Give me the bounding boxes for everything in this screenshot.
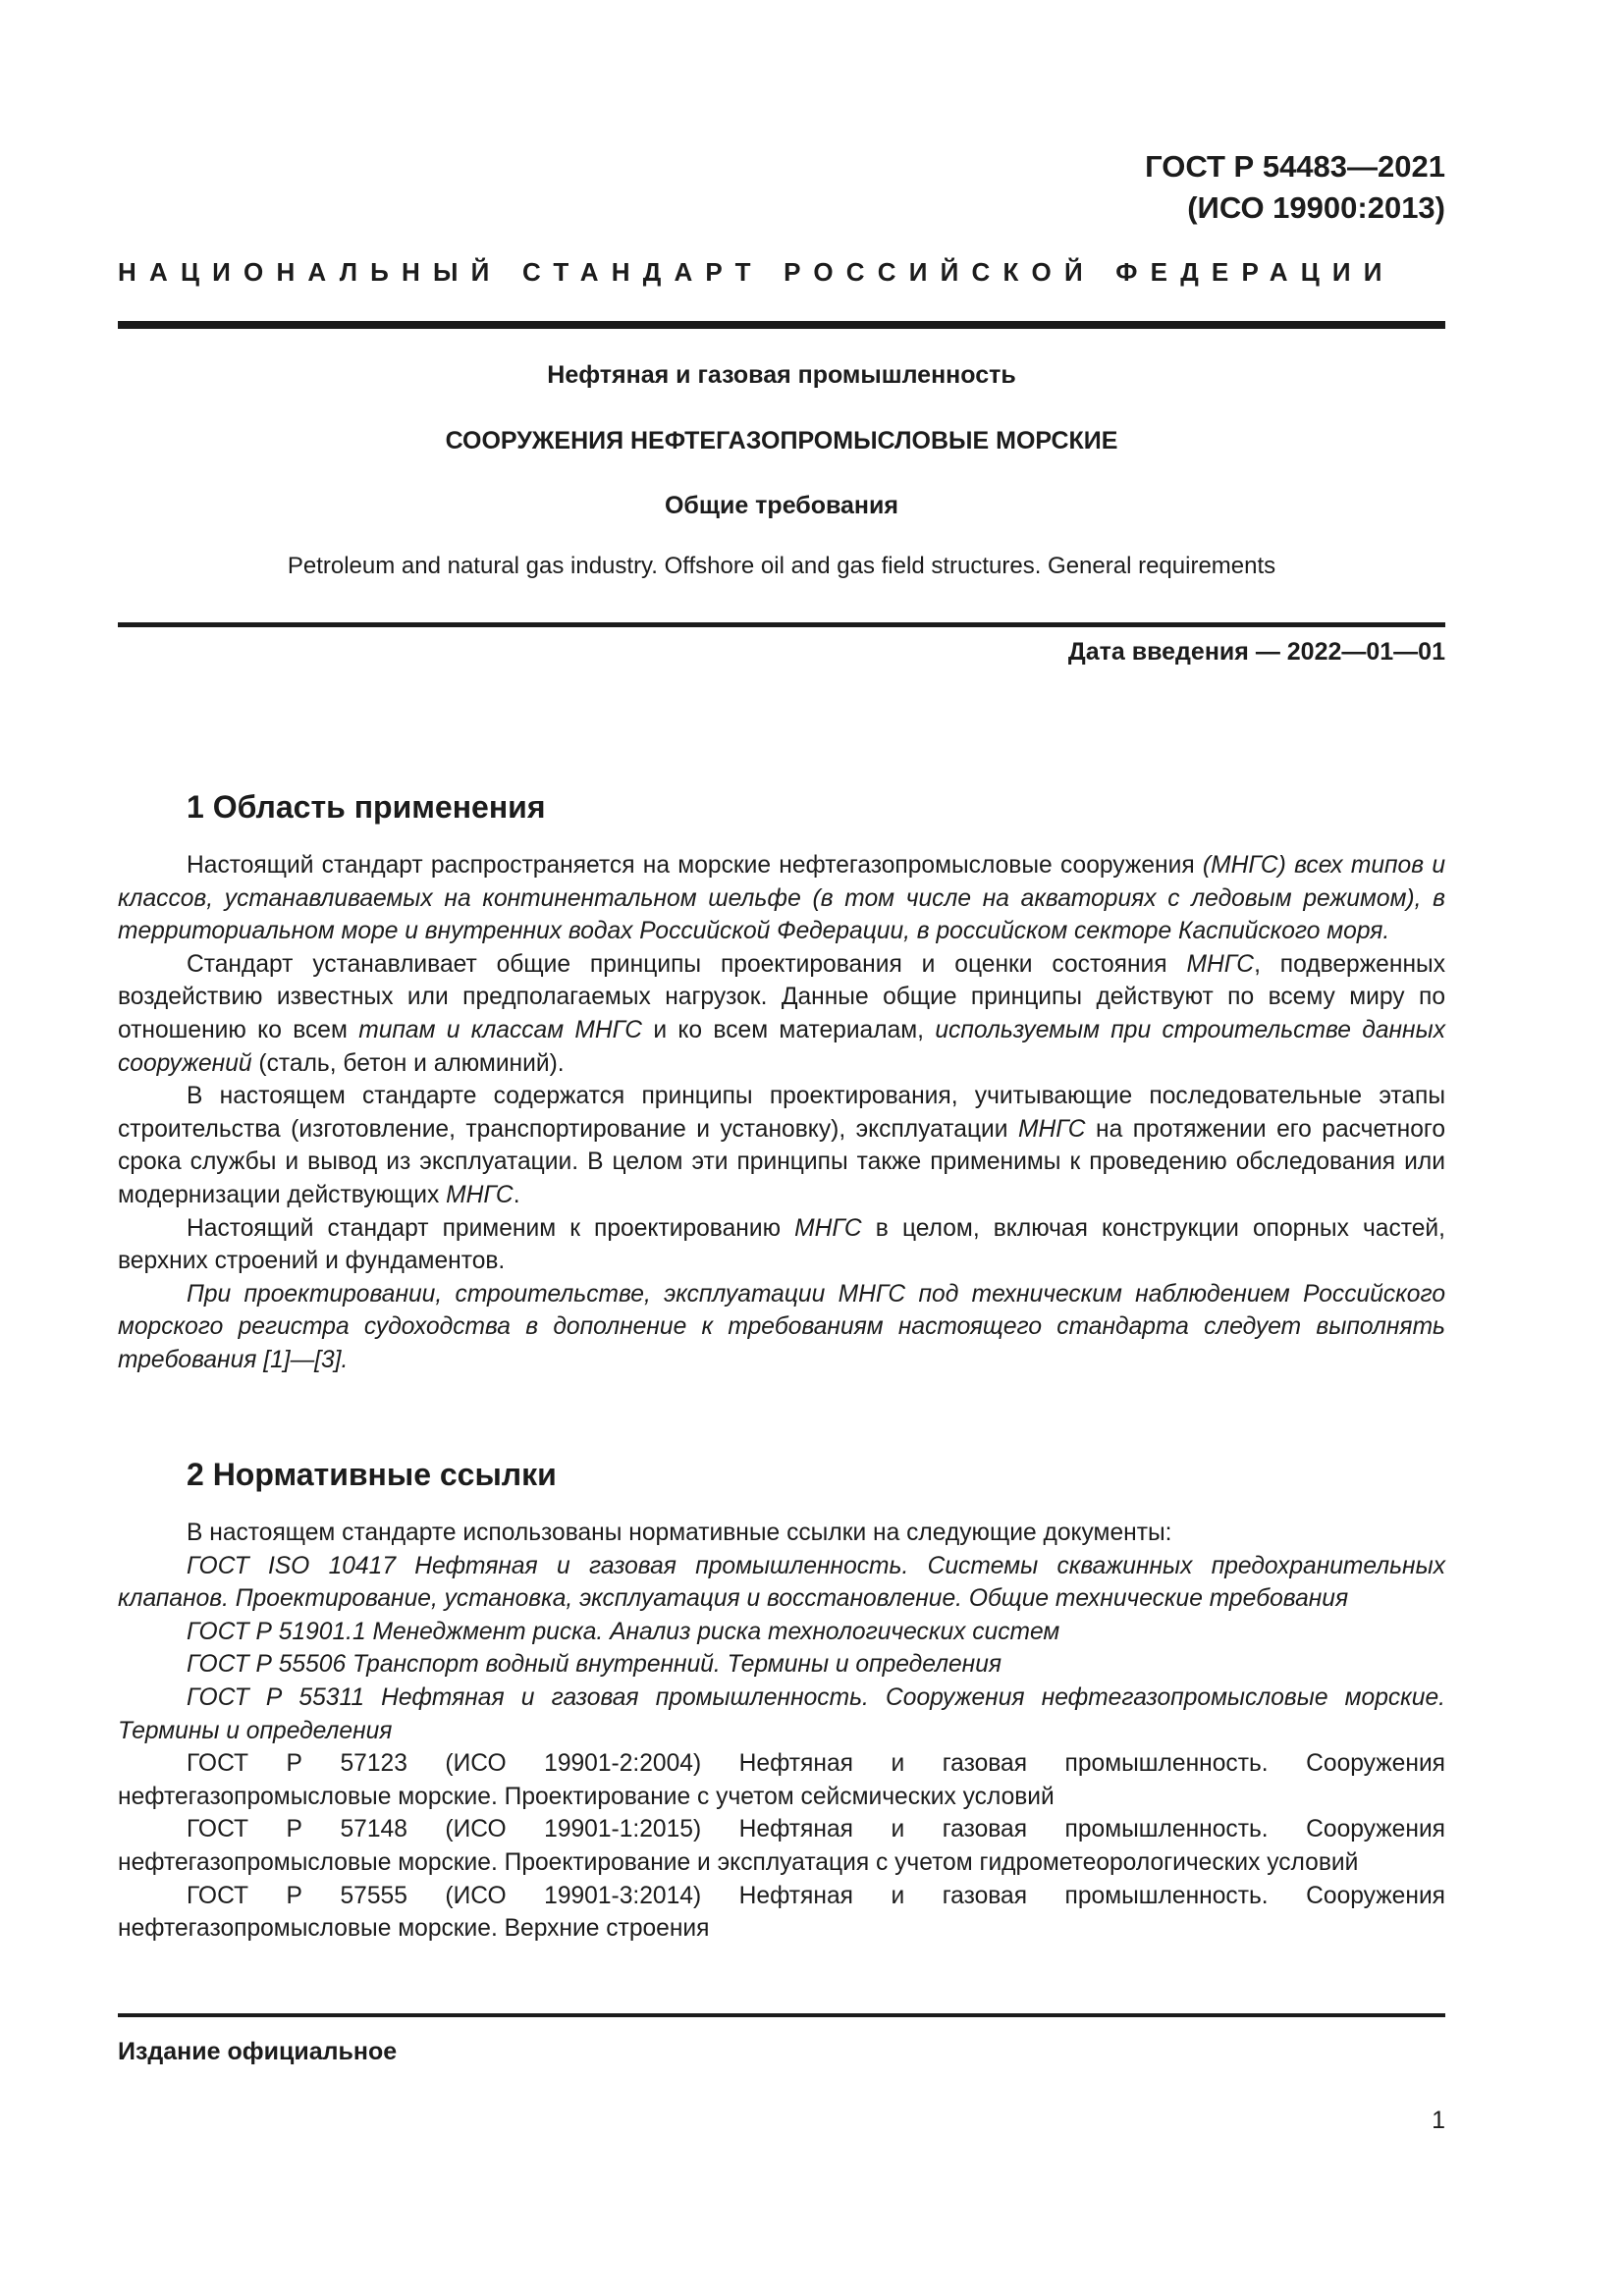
paragraph	[118, 1212, 1445, 1278]
text-run: на протяжении его расчетного срока службы и вывод из эксплуатации. В целом эти принципы также применимы к проведению обследования или модернизации действующих	[118, 1115, 1445, 1208]
section-2-heading: 2 Нормативные ссылки	[187, 1457, 557, 1492]
section-2-body	[118, 1517, 1445, 1946]
section-1-heading: 1 Область применения	[187, 789, 546, 825]
main-title: СООРУЖЕНИЯ НЕФТЕГАЗОПРОМЫСЛОВЫЕ МОРСКИЕ	[445, 427, 1118, 454]
text-run: В настоящем стандарте содержатся принципы проектирования, учитывающие последовательные этапы строительства (изготовление, транспортирование и установку), эксплуатации	[118, 1083, 1445, 1143]
paragraph	[118, 1813, 1445, 1879]
text-run: ГОСТ ISO 10417 Нефтяная и газовая промышленность. Системы скважинных предохранительных клапанов. Проектирование, установка, эксплуатация и восстановление. Общие технические требования	[118, 1552, 1445, 1613]
text-run: МНГС	[794, 1214, 862, 1242]
title-rule	[118, 622, 1445, 627]
text-run: , подверженных воздействию известных или предполагаемых нагрузок. Данные общие принципы действуют по всему миру по отношению ко всем	[118, 950, 1445, 1043]
text-run: МНГС	[1017, 1115, 1086, 1143]
text-run: типам и классам МНГС	[358, 1016, 642, 1043]
standard-code: ГОСТ Р 54483—2021	[1145, 149, 1445, 184]
paragraph	[118, 1616, 1445, 1649]
section-1-body	[118, 849, 1445, 1377]
text-run: Настоящий стандарт распространяется на морские нефтегазопромысловые сооружения	[187, 852, 1203, 879]
paragraph	[118, 1517, 1445, 1550]
footer-rule	[118, 2013, 1445, 2017]
text-run: При проектировании, строительстве, эксплуатации МНГС под техническим наблюдением Российского морского регистра судоходства в дополнение к требованиям настоящего стандарта следует выполнять требования [1]—[3].	[118, 1280, 1445, 1373]
paragraph	[118, 849, 1445, 948]
sub-title: Общие требования	[664, 492, 898, 519]
text-run: ГОСТ Р 55311 Нефтяная и газовая промышленность. Сооружения нефтегазопромысловые морские. Термины и определения	[118, 1683, 1445, 1744]
text-run: ГОСТ Р 55506 Транспорт водный внутренний. Термины и определения	[187, 1651, 1002, 1679]
text-run: Настоящий стандарт применим к проектированию	[187, 1214, 795, 1242]
paragraph	[118, 1682, 1445, 1747]
text-run: (сталь, бетон и алюминий).	[251, 1049, 565, 1077]
paragraph	[118, 1550, 1445, 1616]
iso-code: (ИСО 19900:2013)	[1187, 190, 1445, 225]
introduction-date: Дата введения — 2022—01—01	[1067, 638, 1445, 666]
text-run: .	[513, 1181, 520, 1208]
text-run: МНГС	[1186, 950, 1255, 978]
text-run: ГОСТ Р 57555 (ИСО 19901-3:2014) Нефтяная и газовая промышленность. Сооружения нефтегазопромысловые морские. Верхние строения	[118, 1882, 1445, 1943]
paragraph	[118, 1278, 1445, 1377]
text-run: ГОСТ Р 51901.1 Менеджмент риска. Анализ риска технологических систем	[187, 1618, 1060, 1645]
industry-title: Нефтяная и газовая промышленность	[547, 361, 1016, 389]
paragraph	[118, 1080, 1445, 1211]
text-run: используемым при строительстве данных сооружений	[118, 1016, 1445, 1077]
text-run: и ко всем материалам,	[641, 1016, 936, 1043]
text-run: ГОСТ Р 57148 (ИСО 19901-1:2015) Нефтяная и газовая промышленность. Сооружения нефтегазопромысловые морские. Проектирование и эксплуатация с учетом гидрометеорологических условий	[118, 1816, 1445, 1876]
english-title: Petroleum and natural gas industry. Offshore oil and gas field structures. General requirements	[287, 553, 1276, 579]
text-run: МНГС	[446, 1181, 514, 1208]
text-run: (МНГС) всех типов и классов, устанавливаемых на континентальном шельфе (в том числе на акваториях с ледовым режимом), в территориальном море и внутренних водах Российской Федерации, в российском секторе Каспийского моря.	[118, 852, 1445, 945]
paragraph	[118, 948, 1445, 1080]
text-run: в целом, включая конструкции опорных частей, верхних строений и фундаментов.	[118, 1214, 1445, 1275]
text-run: Стандарт устанавливает общие принципы проектирования и оценки состояния	[187, 950, 1187, 978]
header-rule	[118, 321, 1445, 329]
paragraph	[118, 1747, 1445, 1813]
paragraph	[118, 1648, 1445, 1682]
paragraph	[118, 1880, 1445, 1946]
official-edition-label: Издание официальное	[118, 2038, 398, 2065]
text-run: В настоящем стандарте использованы нормативные ссылки на следующие документы:	[187, 1520, 1172, 1546]
page-number: 1	[1432, 2107, 1445, 2134]
national-standard-banner: НАЦИОНАЛЬНЫЙ СТАНДАРТ РОССИЙСКОЙ ФЕДЕРАЦИИ	[118, 257, 1395, 287]
text-run: ГОСТ Р 57123 (ИСО 19901-2:2004) Нефтяная и газовая промышленность. Сооружения нефтегазопромысловые морские. Проектирование с учетом сейсмических условий	[118, 1750, 1445, 1810]
